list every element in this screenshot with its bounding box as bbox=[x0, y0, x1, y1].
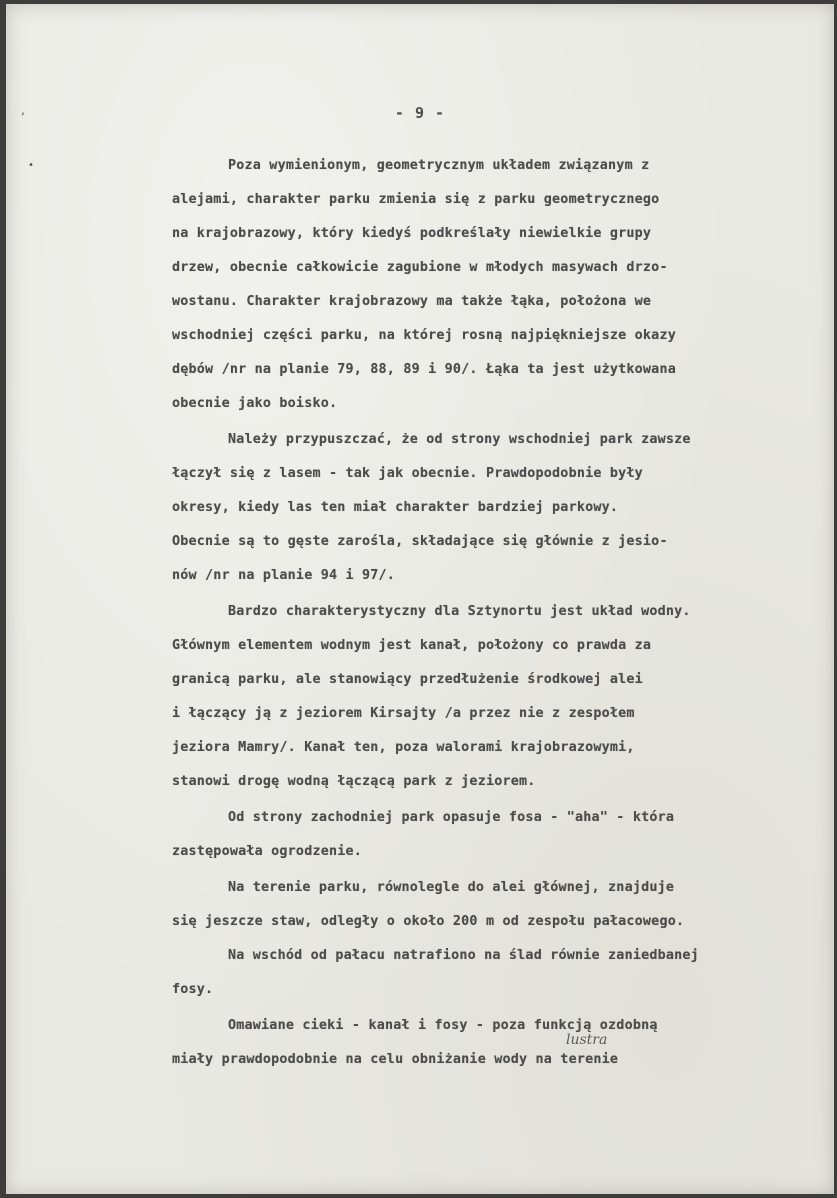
text-line: Poza wymienionym, geometrycznym układem związanym z bbox=[228, 158, 650, 173]
text-line: granicą parku, ale stanowiący przedłużenie środkowej alei bbox=[172, 672, 643, 687]
text-line: stanowi drogę wodną łączącą park z jeziorem. bbox=[172, 774, 536, 789]
text-line: zastępowała ogrodzenie. bbox=[172, 844, 363, 859]
text-line: jeziora Mamry/. Kanał ten, poza walorami krajobrazowymi, bbox=[172, 740, 635, 755]
margin-mark: • bbox=[28, 160, 35, 171]
text-line: drzew, obecnie całkowicie zagubione w młodych masywach drzo- bbox=[172, 260, 668, 275]
text-line: Na terenie parku, równolegle do alei głównej, znajduje bbox=[228, 880, 675, 895]
text-line: łączył się z lasem - tak jak obecnie. Prawdopodobnie były bbox=[172, 466, 643, 481]
text-line: alejami, charakter parku zmienia się z parku geometrycznego bbox=[172, 192, 660, 207]
text-line: miały prawdopodobnie na celu obniżanie wody na terenie bbox=[172, 1052, 619, 1067]
text-line: obecnie jako boisko. bbox=[172, 396, 338, 411]
text-line: wostanu. Charakter krajobrazowy ma także łąka, położona we bbox=[172, 294, 652, 309]
text-line: fosy. bbox=[172, 982, 214, 997]
document-page bbox=[6, 4, 834, 1194]
text-line: Głównym elementem wodnym jest kanał, położony co prawda za bbox=[172, 638, 652, 653]
text-line: na krajobrazowy, który kiedyś podkreślały niewielkie grupy bbox=[172, 226, 652, 241]
text-line: Bardzo charakterystyczny dla Sztynortu jest układ wodny. bbox=[228, 604, 691, 619]
text-line: wschodniej części parku, na której rosną najpiękniejsze okazy bbox=[172, 328, 676, 343]
text-line: się jeszcze staw, odległy o około 200 m od zespołu pałacowego. bbox=[172, 914, 685, 929]
margin-mark: , bbox=[20, 106, 27, 117]
text-line: Należy przypuszczać, że od strony wschodniej park zawsze bbox=[228, 432, 691, 447]
handwritten-correction: lustra bbox=[566, 1032, 608, 1048]
text-line: okresy, kiedy las ten miał charakter bardziej parkowy. bbox=[172, 500, 619, 515]
text-line: dębów /nr na planie 79, 88, 89 i 90/. Łąka ta jest użytkowana bbox=[172, 362, 676, 377]
text-line: i łączący ją z jeziorem Kirsajty /a przez nie z zespołem bbox=[172, 706, 635, 721]
text-line: Omawiane cieki - kanał i fosy - poza funkcją ozdobną bbox=[228, 1018, 658, 1033]
text-line: nów /nr na planie 94 i 97/. bbox=[172, 568, 396, 583]
text-line: Od strony zachodniej park opasuje fosa - "aha" - która bbox=[228, 810, 675, 825]
page-number: - 9 - bbox=[394, 104, 446, 122]
text-line: Obecnie są to gęste zarośla, składające się głównie z jesio- bbox=[172, 534, 668, 549]
text-line: Na wschód od pałacu natrafiono na ślad równie zaniedbanej bbox=[228, 948, 699, 963]
